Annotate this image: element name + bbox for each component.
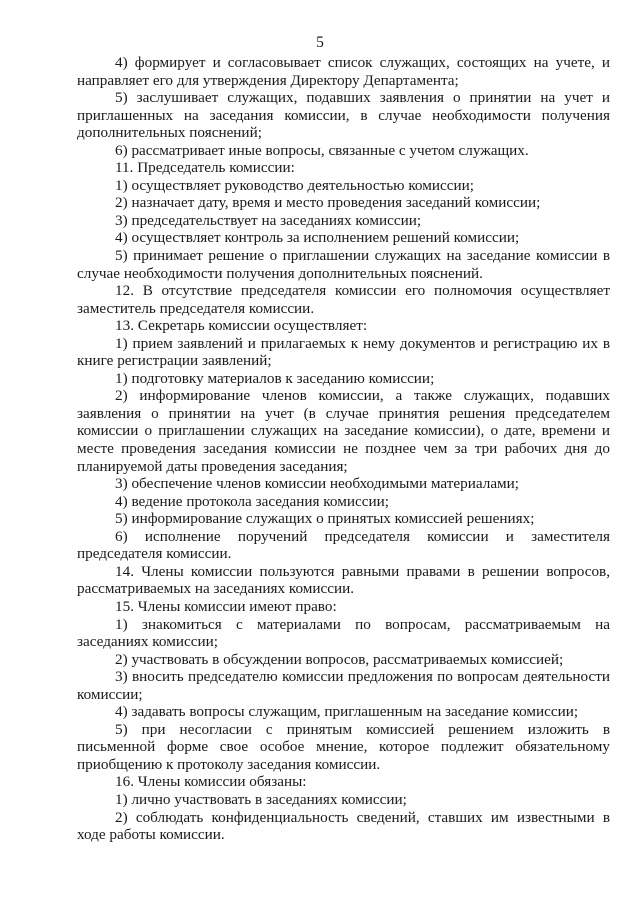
member-right-1: 1) знакомиться с материалами по вопросам, рассматриваемым на заседаниях комиссии;	[77, 615, 610, 651]
member-right-5: 5) при несогласии с принятым комиссией решением изложить в письменной форме свое особое мнение, которое подлежит обязательному приобщению к протоколу заседания комиссии.	[77, 720, 610, 773]
secretary-duty-4: 4) ведение протокола заседания комиссии;	[115, 492, 389, 510]
section-12-paragraph: 12. В отсутствие председателя комиссии его полномочия осуществляет заместитель председателя комиссии.	[77, 282, 610, 317]
member-right-4: 4) задавать вопросы служащим, приглашенным на заседание комиссии;	[115, 703, 579, 721]
page-number: 5	[316, 34, 324, 51]
member-right-3: 3) вносить председателю комиссии предложения по вопросам деятельности комиссии;	[77, 668, 610, 703]
secretary-duty-5: 5) информирование служащих о принятых комиссией решениях;	[115, 510, 535, 528]
secretary-duty-6: 6) исполнение поручений председателя комиссии и заместителя председателя комиссии.	[77, 527, 610, 563]
member-duty-2: 2) соблюдать конфиденциальность сведений, ставших им известными в ходе работы комиссии.	[77, 808, 610, 844]
chair-duty-5: 5) принимает решение о приглашении служащих на заседание комиссии в случае необходимости получения дополнительных пояснений.	[77, 247, 610, 282]
document-body	[77, 54, 610, 844]
secretary-duty-1b: 1) подготовку материалов к заседанию комиссии;	[115, 369, 435, 387]
clause-4-list-item: 4) формирует и согласовывает список служащих, состоящих на учете, и направляет его для утверждения Директору Департамента;	[77, 54, 610, 89]
chair-duty-2: 2) назначает дату, время и место проведения заседаний комиссии;	[115, 194, 541, 212]
member-duty-1: 1) лично участвовать в заседаниях комиссии;	[115, 790, 407, 808]
section-16-heading: 16. Члены комиссии обязаны:	[115, 773, 307, 791]
secretary-duty-2: 2) информирование членов комиссии, а также служащих, подавших заявления о принятии на учет (в случае принятия решения председателем комиссии о приглашении служащих на заседание комиссии), о дате, времени и месте проведения заседания комиссии не позднее чем за три рабочих дня до планируемой даты проведения заседания;	[77, 387, 610, 475]
chair-duty-1: 1) осуществляет руководство деятельностью комиссии;	[115, 176, 474, 194]
clause-6-list-item: 6) рассматривает иные вопросы, связанные с учетом служащих.	[115, 141, 529, 159]
section-13-heading: 13. Секретарь комиссии осуществляет:	[115, 317, 368, 335]
section-14-paragraph: 14. Члены комиссии пользуются равными правами в решении вопросов, рассматриваемых на заседаниях комиссии.	[77, 562, 610, 598]
chair-duty-3: 3) председательствует на заседаниях комиссии;	[115, 211, 422, 229]
clause-5-list-item: 5) заслушивает служащих, подавших заявления о принятии на учет и приглашенных на заседания комиссии, в случае необходимости получения дополнительных пояснений;	[77, 89, 610, 142]
section-15-heading: 15. Члены комиссии имеют право:	[115, 597, 337, 615]
secretary-duty-3: 3) обеспечение членов комиссии необходимыми материалами;	[115, 475, 520, 493]
secretary-duty-1: 1) прием заявлений и прилагаемых к нему документов и регистрацию их в книге регистрации заявлений;	[77, 334, 610, 370]
section-11-heading: 11. Председатель комиссии:	[115, 159, 295, 177]
chair-duty-4: 4) осуществляет контроль за исполнением решений комиссии;	[115, 229, 520, 247]
member-right-2: 2) участвовать в обсуждении вопросов, рассматриваемых комиссией;	[115, 650, 564, 668]
